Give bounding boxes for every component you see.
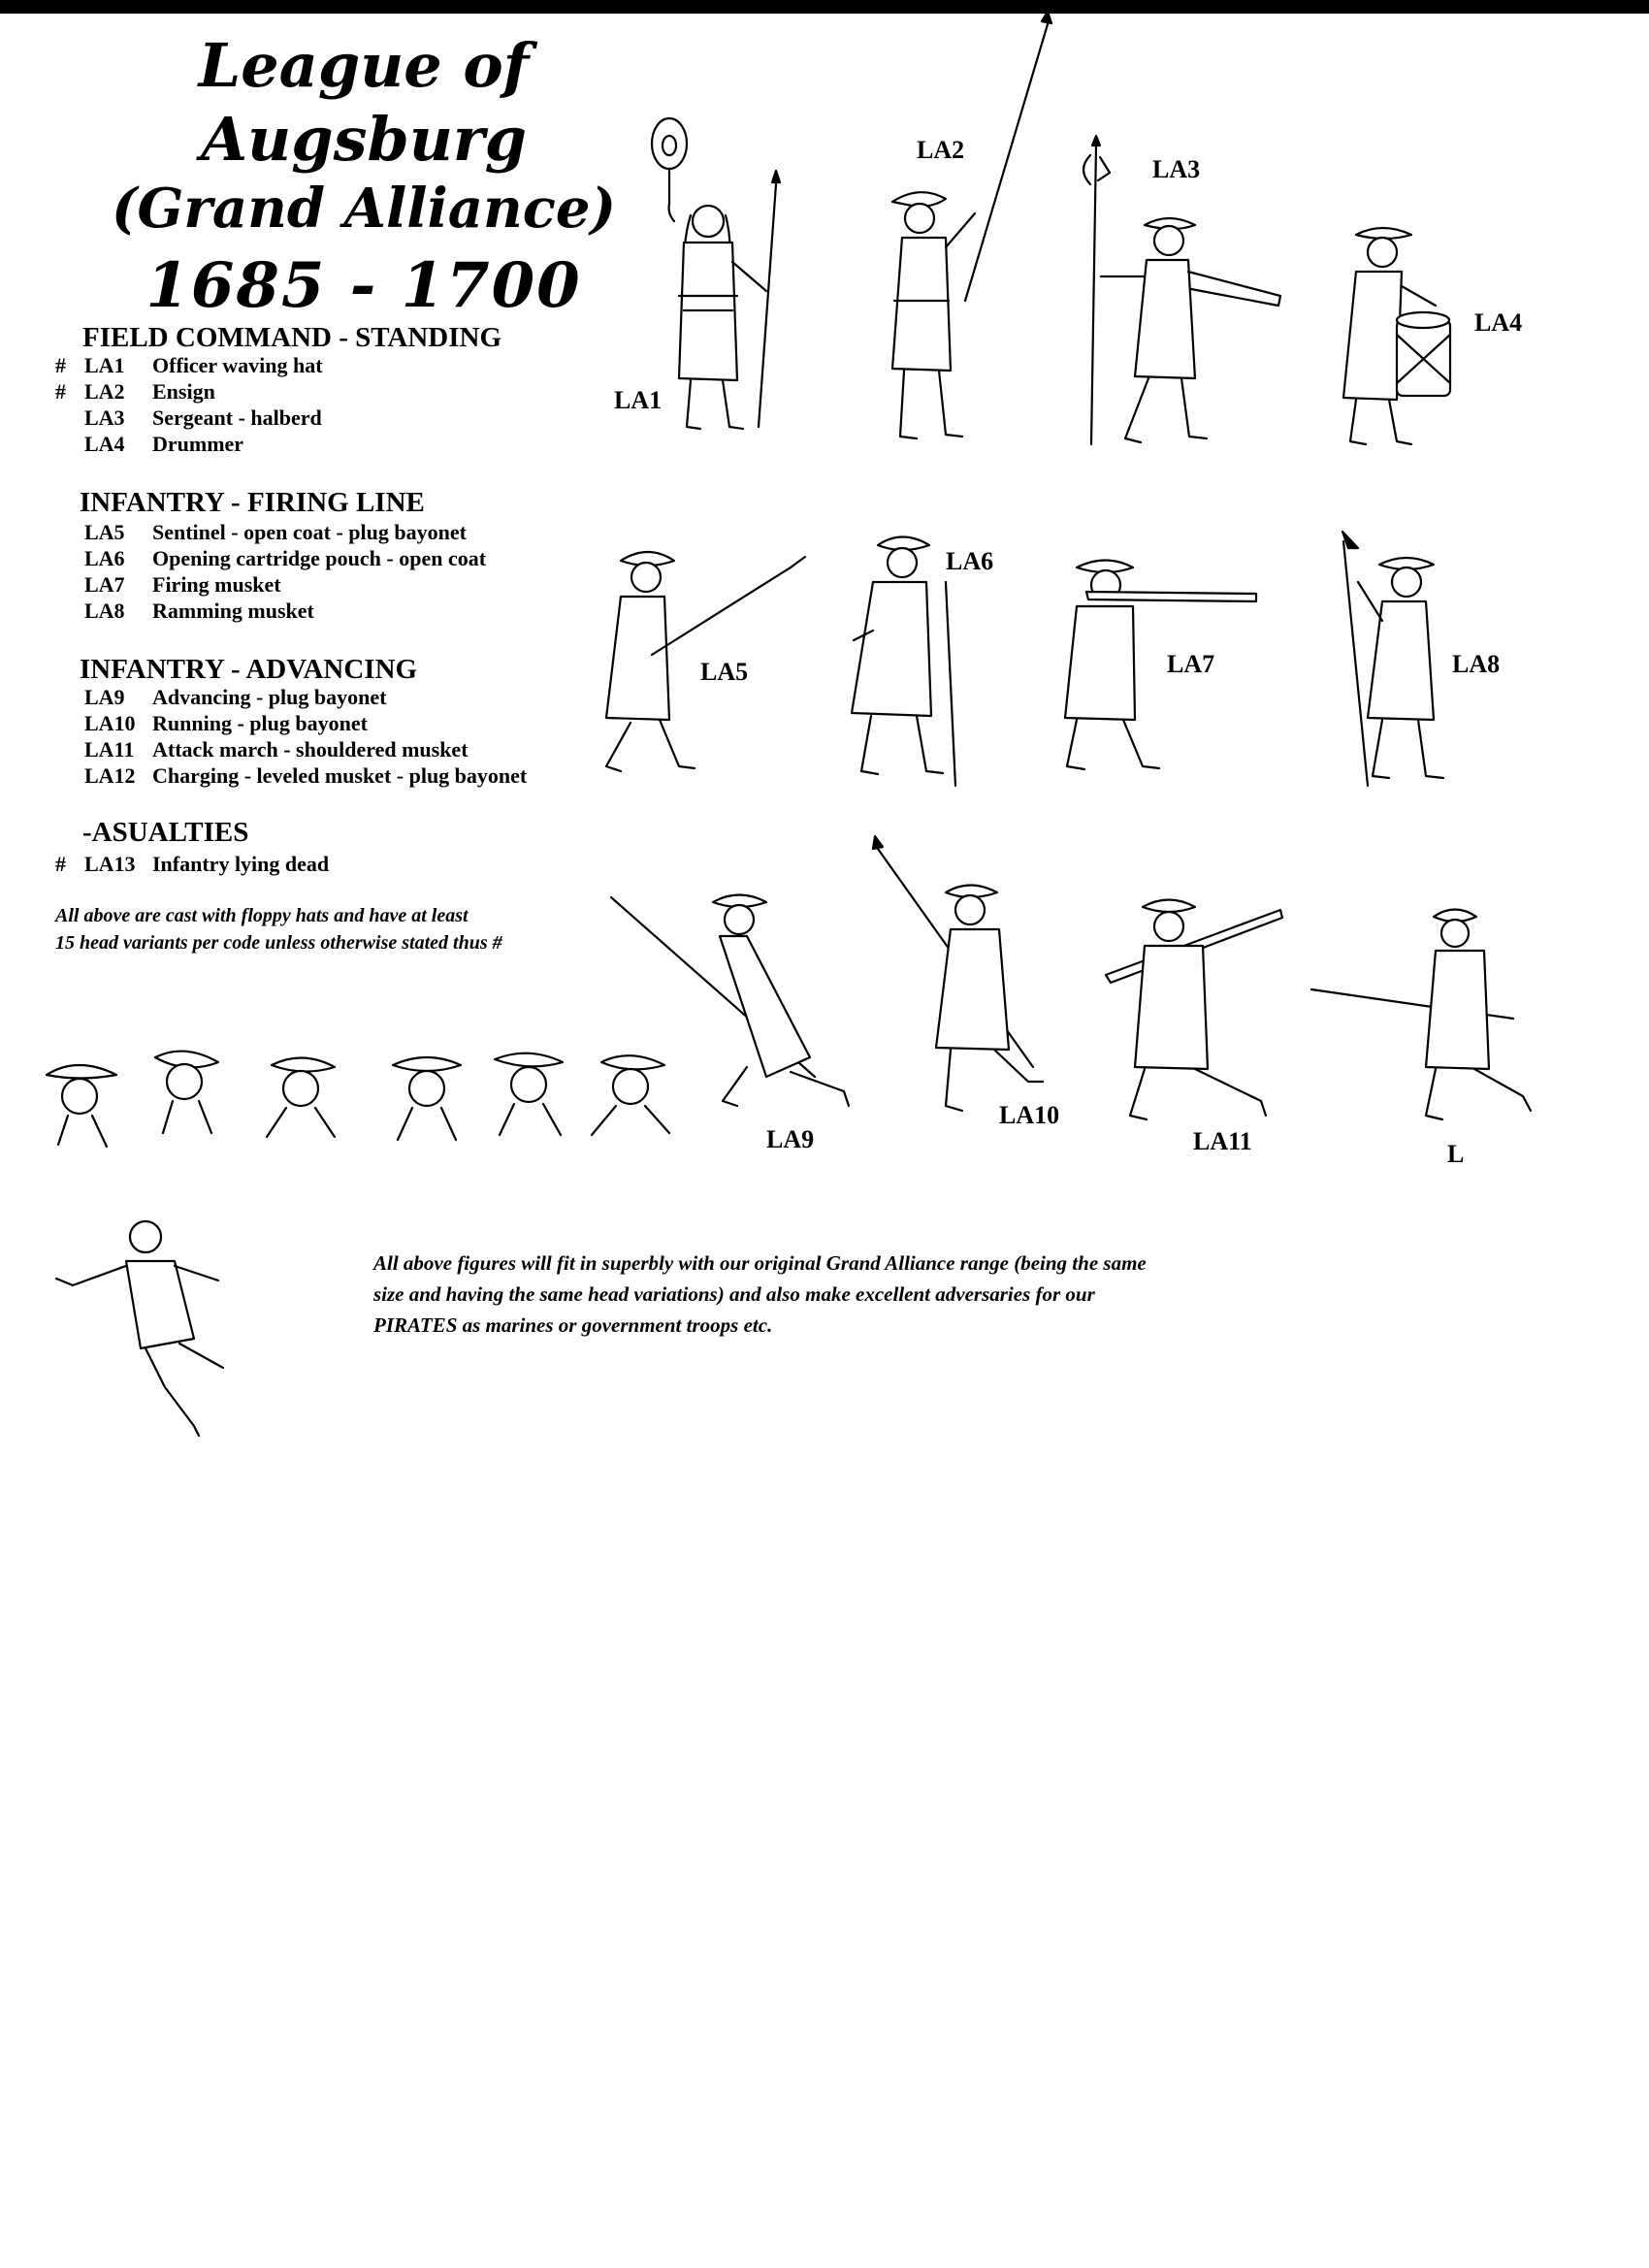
figure-label-la2: LA2 xyxy=(917,136,965,164)
heading-casualties: -ASUALTIES xyxy=(82,817,249,848)
figure-label-la10: LA10 xyxy=(999,1101,1060,1129)
floppy-hats-note: All above are cast with floppy hats and have at least 15 head variants per code unless otherwise stated thus # xyxy=(55,905,502,954)
figure-label-la7: LA7 xyxy=(1167,650,1215,678)
figure-la7-firing-icon xyxy=(1065,561,1256,770)
head-variants-icon xyxy=(47,1052,669,1147)
heading-firing-line: INFANTRY - FIRING LINE xyxy=(80,487,425,518)
figure-label-la6: LA6 xyxy=(946,547,994,575)
figure-la3-sergeant-icon xyxy=(1083,136,1280,444)
title-line-1: League of Augsburg xyxy=(198,30,530,175)
figure-la4-drummer-icon xyxy=(1343,228,1450,444)
figure-la1-officer-icon xyxy=(652,118,780,429)
figure-label-la9: LA9 xyxy=(766,1125,815,1153)
figure-label-la12: L xyxy=(1447,1140,1465,1168)
figure-label-la3: LA3 xyxy=(1152,155,1201,183)
figure-label-la11: LA11 xyxy=(1193,1127,1252,1155)
title-line-2: (Grand Alliance) xyxy=(112,177,616,242)
heading-field-command: FIELD COMMAND - STANDING xyxy=(82,322,502,353)
figure-la8-ramming-icon xyxy=(1342,532,1443,786)
figure-label-la5: LA5 xyxy=(700,658,749,686)
title-dates: 1685 - 1700 xyxy=(146,248,582,322)
figure-label-la8: LA8 xyxy=(1452,650,1501,678)
figure-la9-advancing-icon xyxy=(611,895,849,1107)
figure-la13-casualty-icon xyxy=(56,1221,223,1436)
figure-la11-march-icon xyxy=(1106,900,1282,1120)
figure-la6-pouch-icon xyxy=(852,537,955,787)
heading-advancing: INFANTRY - ADVANCING xyxy=(80,654,418,685)
figure-label-la1: LA1 xyxy=(614,386,663,414)
figure-la10-running-icon xyxy=(873,836,1043,1111)
figure-la2-ensign-icon xyxy=(892,12,1051,438)
figure-la12-charging-icon xyxy=(1311,910,1531,1120)
grand-alliance-note: All above figures will fit in superbly with our original Grand Alliance range (being the same size and having the same head variations) and also make excellent adversaries for our PIRATES as marines or government troops etc. xyxy=(373,1251,1147,1337)
figure-la5-sentinel-icon xyxy=(606,552,805,771)
figure-label-la4: LA4 xyxy=(1474,308,1523,337)
